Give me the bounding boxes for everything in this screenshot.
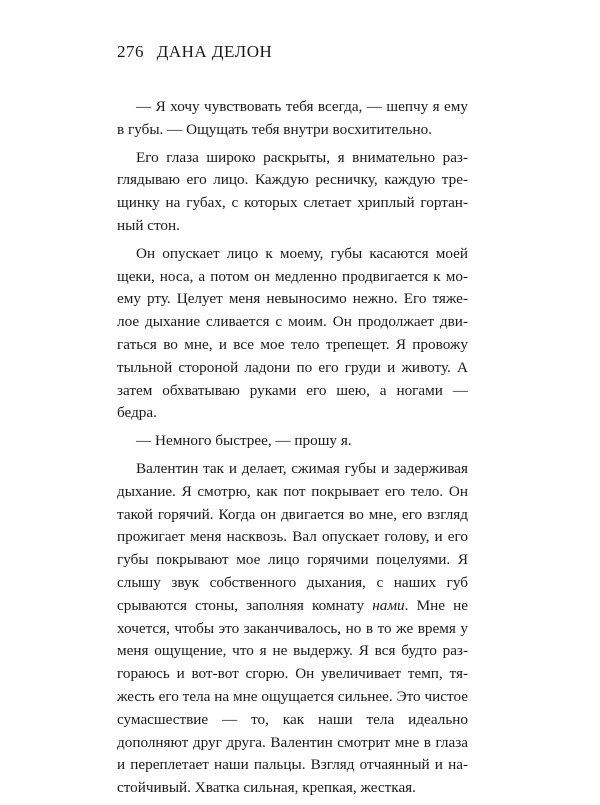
paragraph: [117, 458, 468, 800]
paragraph-text: . Мне не хочется, чтобы это заканчивалось, но в то же время у меня ощущение, что я не выдержу. Я вся будто разгораюсь и вот-вот сгорю. Он увеличивает темп, тяжесть его тела на мне ощущается сильнее. Это чистое сумасшествие — то, как наши тела идеально дополняют друг друга. Валентин смотрит мне в глаза и переплетает наши пальцы. Взгляд отчаянный и настойчивый. Хватка сильная, крепкая, жесткая.: [117, 596, 468, 797]
author-name: ДАНА ДЕЛОН: [156, 42, 273, 61]
paragraph: — Я хочу чувствовать тебя всегда, — шепчу я ему в губы. — Ощущать тебя внутри восхитительно.: [117, 98, 468, 138]
paragraph: Его глаза широко раскрыты, я внимательно разглядываю его лицо. Каждую ресничку, каждую трещинку на губах, с которых слетает хриплый гортанный стон.: [117, 148, 468, 234]
paragraph: Он опускает лицо к моему, губы касаются моей щеки, носа, а потом он медленно продвигается к моему рту. Целует меня невыносимо нежно. Его тяжелое дыхание сливается с моим. Он продолжает двигаться во мне, и все мое тело трепещет. Я провожу тыльной стороной ладони по его груди и животу. А затем обхватываю руками его шею, а ногами — бедра.: [117, 244, 468, 422]
paragraph: — Немного быстрее, — прошу я.: [136, 432, 352, 450]
emphasized-word: нами: [372, 596, 405, 614]
body-text: [117, 96, 468, 805]
paragraph-text: Валентин так и делает, сжимая губы и задерживая дыхание. Я смотрю, как пот покрывает его тело. Он такой горячий. Когда он двигается во мне, его взгляд прожигает меня насквозь. Вал опускает голову, и его губы покрывают мое лицо горячими поцелуями. Я слышу звук собственного дыхания, с наших губ срываются стоны, заполняя комнату: [117, 459, 468, 614]
running-header: [117, 42, 272, 62]
page-number: 276: [117, 42, 144, 61]
